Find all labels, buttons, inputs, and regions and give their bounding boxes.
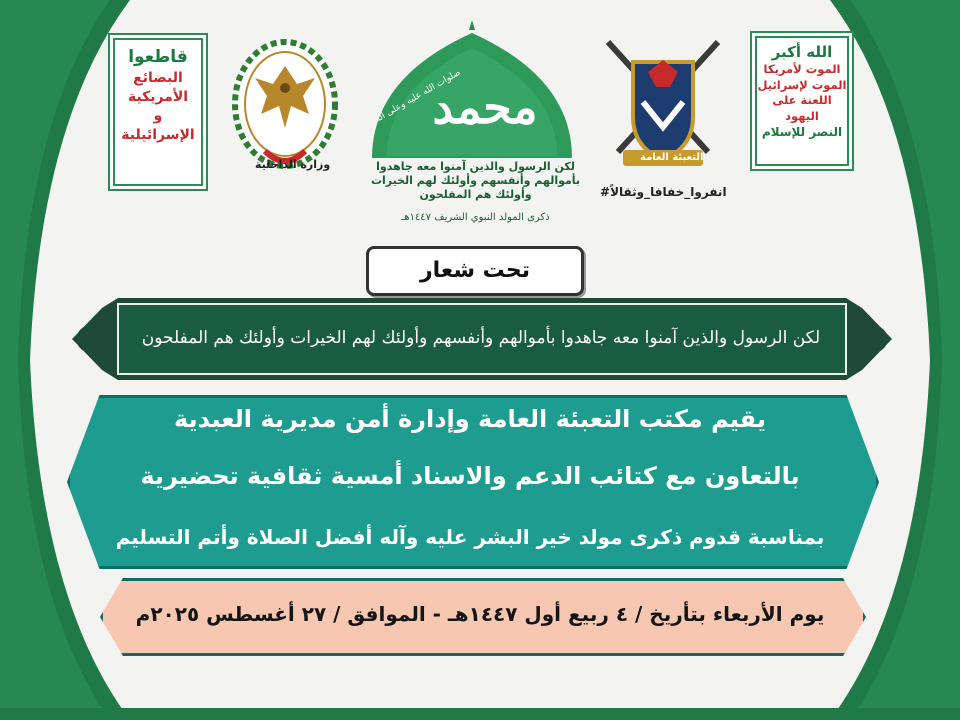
boycott-line-3: و (153, 107, 163, 124)
sarkha-line-4: اللعنة على اليهود (772, 93, 832, 123)
mobilization-emblem-icon (598, 32, 728, 197)
boycott-line-1: قاطعوا (128, 47, 188, 67)
dome-footer-occasion: ذكرى المولد النبوي الشريف ١٤٤٧هـ (401, 212, 550, 223)
under-slogan-label: تحت شعار (366, 246, 584, 296)
date-text: يوم الأربعاء بتأريخ / ٤ ربيع أول ١٤٤٧هـ - الموافق / ٢٧ أغسطس ٢٠٢٥م (135, 602, 825, 626)
bottom-green-band (0, 708, 960, 720)
sarkha-line-1: الله أكبر (771, 43, 833, 61)
boycott-slogan-box (113, 38, 203, 186)
sarkha-line-2: الموت لأمريكا (763, 62, 841, 77)
sarkha-slogan-box (755, 36, 849, 166)
announcement-line-2: بالتعاون مع كتائب الدعم والاسناد أمسية ثقافية تحضيرية (140, 462, 800, 490)
boycott-line-4: الإسرائيلية (121, 126, 195, 143)
sarkha-line-3: الموت لإسرائيل (757, 77, 847, 92)
mobilization-emblem-caption: التعبئة العامة (640, 152, 704, 163)
prophet-blessing-text: صلوات الله عليه وعلى آله (373, 67, 463, 125)
prophet-name-text: محمد (432, 80, 538, 134)
prophet-dome-logo-icon (357, 18, 587, 168)
announcement-line-1: يقيم مكتب التعبئة العامة وإدارة أمن مديرية العبدية (174, 405, 766, 433)
mobilization-hashtag: #انفروا_خفافا_وثقالاً (600, 185, 727, 199)
eagle-emblem-caption: وزارة الداخلية (255, 158, 331, 171)
sarkha-line-5: النصر للإسلام (761, 125, 843, 140)
verse-text: لكن الرسول والذين آمنوا معه جاهدوا بأموالهم وأنفسهم وأولئك لهم الخيرات وأولئك هم المفلحون (141, 328, 821, 348)
boycott-line-2: البضائع الأمريكية (127, 69, 189, 105)
announcement-line-3: بمناسبة قدوم ذكرى مولد خير البشر عليه وآله أفضل الصلاة وأتم التسليم (115, 525, 825, 549)
dome-subtitle-verse: لكن الرسول والذين آمنوا معه جاهدوا بأموالهم وأنفسهم وأولئك لهم الخيرات وأولئك هم المفلحون (370, 160, 581, 201)
